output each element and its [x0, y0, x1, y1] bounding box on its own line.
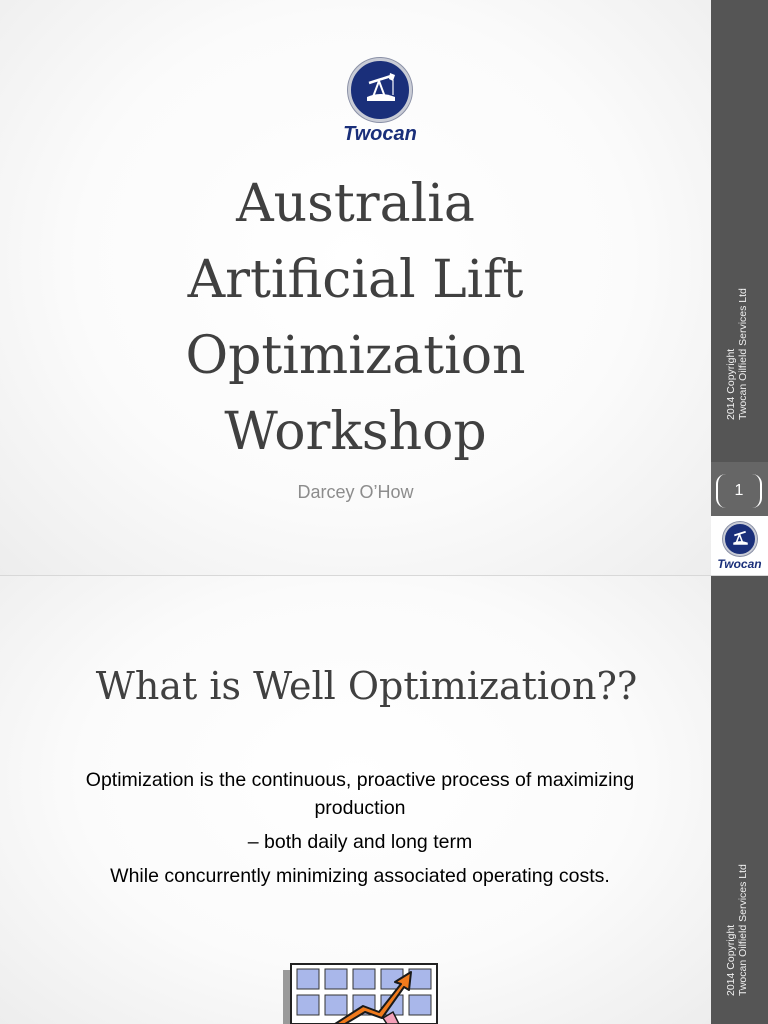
slide-body: [40, 766, 680, 896]
logo-brand-text: Twocan: [343, 123, 417, 145]
body-paragraph: Optimization is the continuous, proactive process of maximizing production: [85, 769, 635, 819]
copyright-line: Twocan Oilfield Services Ltd: [737, 864, 749, 996]
copyright-line: Twocan Oilfield Services Ltd: [737, 288, 749, 420]
side-twocan-logo: [711, 522, 768, 571]
slide-title: What is Well Optimization??: [95, 664, 638, 708]
body-paragraph: While concurrently minimizing associated operating costs.: [110, 865, 610, 887]
title-line: Workshop: [224, 402, 487, 462]
page-number: 1: [716, 474, 762, 508]
rising-chart-arrow-icon: [283, 962, 441, 1024]
copyright-text: [725, 288, 749, 420]
pumpjack-icon: [348, 58, 412, 122]
author-name: Darcey O’How: [297, 482, 414, 502]
body-paragraph: – both daily and long term: [247, 831, 473, 853]
title-line: Optimization: [185, 326, 526, 386]
slide-2: [0, 576, 768, 1024]
title-line: Australia: [236, 174, 475, 234]
side-logo-brand-text: Twocan: [717, 557, 762, 571]
twocan-logo: [320, 58, 440, 146]
side-logo-box: [711, 516, 768, 575]
pumpjack-icon: [723, 522, 757, 556]
copyright-text: [725, 864, 749, 996]
slide-title: [0, 166, 711, 470]
copyright-line: 2014 Copyright: [725, 348, 737, 420]
copyright-line: 2014 Copyright: [725, 924, 737, 996]
title-line: Artificial Lift: [187, 250, 524, 310]
